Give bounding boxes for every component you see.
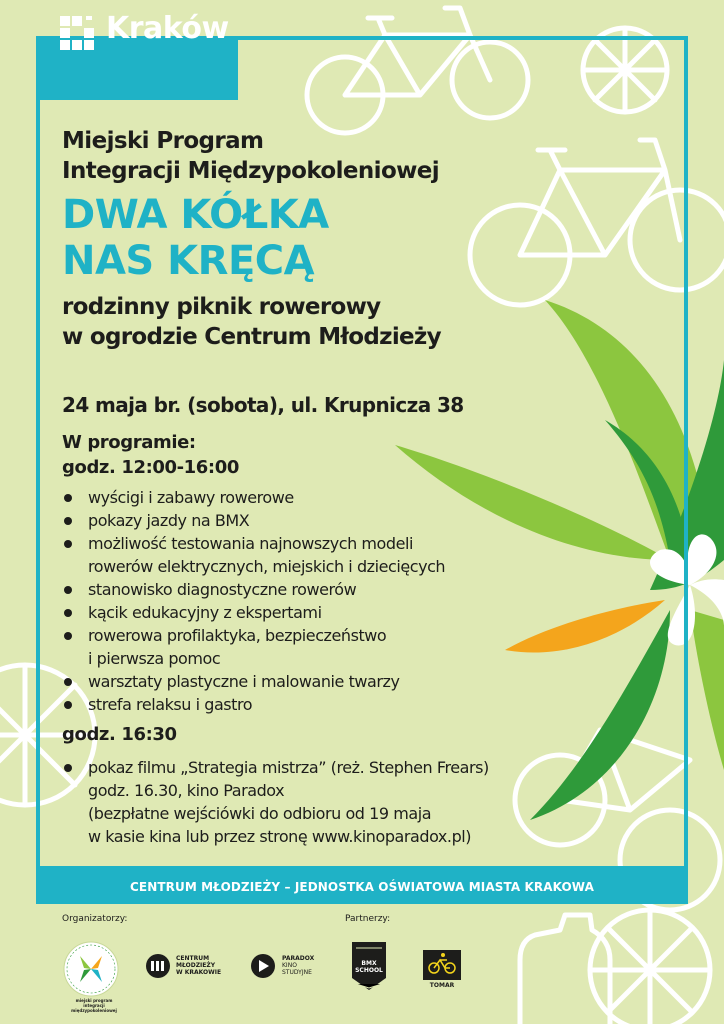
program-label: W programie: <box>62 432 196 453</box>
program-section-heading <box>62 430 239 480</box>
list-item-text: pokazy jazdy na BMX <box>88 511 250 530</box>
list-item <box>62 486 445 509</box>
list-item-text: warsztaty plastyczne i malowanie twarzy <box>88 672 400 691</box>
mpim-logo-icon <box>62 940 120 998</box>
brand-name: Kraków <box>106 11 229 46</box>
list-item <box>62 532 445 578</box>
cm-logo-line: W KRAKOWIE <box>176 969 222 976</box>
list-item <box>62 624 445 670</box>
list-item-text: i pierwsza pomoc <box>88 649 221 668</box>
event-date-location: 24 maja br. (sobota), ul. Krupnicza 38 <box>62 393 464 417</box>
organizers-label: Organizatorzy: <box>62 914 128 924</box>
mpim-logo-text: miejski program integracji międzypokoleniowej <box>71 998 117 1013</box>
krakow-logo-icon <box>58 14 96 52</box>
list-item <box>62 670 445 693</box>
event-line2: w ogrodzie Centrum Młodzieży <box>62 324 441 350</box>
cm-logo-line: CENTRUM <box>176 955 210 962</box>
tomar-logo-icon <box>423 950 461 980</box>
program-time2: godz. 16:30 <box>62 724 177 745</box>
footer-bar: CENTRUM MŁODZIEŻY – JEDNOSTKA OŚWIATOWA MIASTA KRAKOWA <box>36 870 688 904</box>
list-item <box>62 601 445 624</box>
title-block <box>62 126 441 352</box>
partners-label: Partnerzy: <box>345 914 391 924</box>
list-item-text: strefa relaksu i gastro <box>88 695 253 714</box>
list-item <box>62 756 532 848</box>
event-line1: rodzinny piknik rowerowy <box>62 294 381 320</box>
film-line: godz. 16.30, kino Paradox <box>88 781 285 800</box>
headline-line2: NAS KRĘCĄ <box>62 238 315 284</box>
centrum-mlodziezy-logo-icon <box>145 953 171 979</box>
list-item-text: rowerów elektrycznych, miejskich i dziecięcych <box>88 557 446 576</box>
list-item-text: rowerowa profilaktyka, bezpieczeństwo <box>88 626 387 645</box>
list-item <box>62 509 445 532</box>
cm-logo-line: MŁODZIEŻY <box>176 962 216 969</box>
film-list <box>62 756 532 848</box>
paradox-logo-line: KINO <box>282 962 297 969</box>
list-item-text: kącik edukacyjny z ekspertami <box>88 603 322 622</box>
cm-logo-text <box>176 955 221 976</box>
tomar-logo-text: TOMAR <box>429 982 455 989</box>
paradox-logo-line: PARADOX <box>282 955 315 962</box>
list-item-text: możliwość testowania najnowszych modeli <box>88 534 413 553</box>
program-name-line2: Integracji Międzypokoleniowej <box>62 158 440 184</box>
program-name-line1: Miejski Program <box>62 128 264 154</box>
program-list <box>62 486 445 716</box>
list-item <box>62 578 445 601</box>
headline-line1: DWA KÓŁKA <box>62 192 329 238</box>
film-line: (bezpłatne wejściówki do odbioru od 19 maja <box>88 804 432 823</box>
list-item-text: stanowisko diagnostyczne rowerów <box>88 580 357 599</box>
film-line: pokaz filmu „Strategia mistrza” (reż. Stephen Frears) <box>88 758 489 777</box>
bmx-logo-text: BMX SCHOOL <box>355 960 383 974</box>
list-item-text: wyścigi i zabawy rowerowe <box>88 488 294 507</box>
paradox-logo-icon <box>250 953 276 979</box>
paradox-logo-line: STUDYJNE <box>282 969 312 976</box>
paradox-logo-text <box>282 955 314 976</box>
list-item <box>62 693 445 716</box>
film-line: w kasie kina lub przez stronę www.kinoparadox.pl) <box>88 827 472 846</box>
program-time1: godz. 12:00-16:00 <box>62 457 239 478</box>
